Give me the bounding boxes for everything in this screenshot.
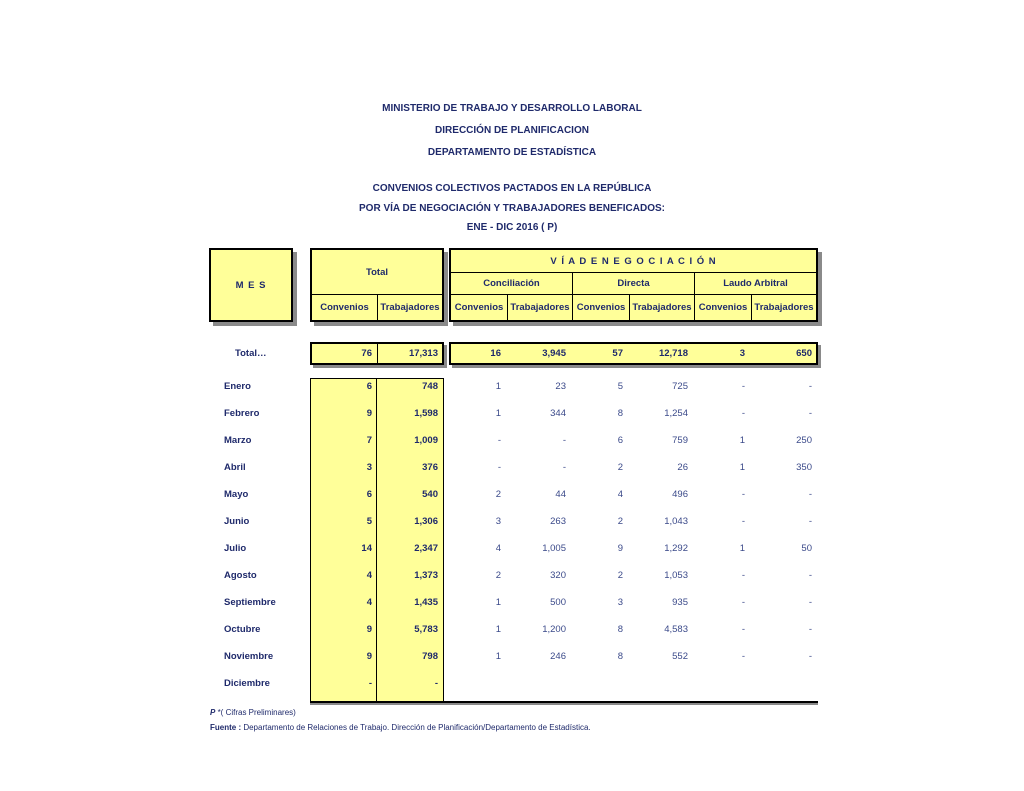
cell-conc-trabajadores: -	[562, 462, 566, 473]
via-header-box	[449, 248, 818, 322]
cell-total-trabajadores: 540	[422, 489, 438, 500]
cell-dir-trabajadores: 26	[677, 462, 688, 473]
col-dir-convenios: Convenios	[576, 302, 626, 313]
cell-laudo-trabajadores: -	[808, 489, 812, 500]
cell-conc-convenios: 2	[495, 570, 501, 581]
bottom-rule	[310, 701, 818, 703]
group-laudo: Laudo Arbitral	[723, 278, 788, 289]
cell-total-trabajadores: 1,435	[414, 597, 438, 608]
department-title: DEPARTAMENTO DE ESTADÍSTICA	[427, 147, 597, 158]
cell-total-convenios: 4	[366, 570, 372, 581]
cell-laudo-convenios: -	[741, 408, 745, 419]
cell-total-trabajadores: 798	[422, 651, 438, 662]
row-month-label: Mayo	[224, 489, 249, 500]
cell-laudo-trabajadores: -	[808, 597, 812, 608]
cell-laudo-convenios: -	[741, 489, 745, 500]
col-total-convenios: Convenios	[320, 302, 369, 313]
cell-conc-trabajadores: 344	[550, 408, 566, 419]
cell-dir-convenios: 2	[617, 570, 623, 581]
col-conc-convenios: Convenios	[454, 302, 504, 313]
cell-laudo-trabajadores: 50	[801, 543, 812, 554]
source-label: Fuente :	[210, 723, 242, 732]
report-period: ENE - DIC 2016 ( P)	[466, 222, 558, 233]
cell-conc-convenios: 3	[495, 516, 501, 527]
footnote-label: P	[210, 708, 216, 717]
cell-dir-convenios: 8	[617, 408, 623, 419]
source-note	[210, 723, 591, 732]
cell-dir-trabajadores: 725	[672, 381, 688, 392]
cell-conc-trabajadores: 44	[555, 489, 566, 500]
report-title-2: POR VÍA DE NEGOCIACIÓN Y TRABAJADORES BENEFICADOS:	[359, 203, 665, 214]
cell-laudo-trabajadores: -	[808, 408, 812, 419]
total-laudo-trabajadores: 650	[796, 348, 812, 359]
cell-dir-convenios: 2	[617, 462, 623, 473]
report-title-1: CONVENIOS COLECTIVOS PACTADOS EN LA REPÚBLICA	[372, 183, 652, 194]
direction-title: DIRECCIÓN DE PLANIFICACION	[435, 125, 589, 136]
cell-laudo-trabajadores: -	[808, 516, 812, 527]
cell-total-convenios: 9	[366, 651, 372, 662]
cell-total-convenios: 3	[366, 462, 372, 473]
cell-dir-convenios: 4	[617, 489, 623, 500]
cell-dir-convenios: 8	[617, 624, 623, 635]
row-month-label: Julio	[224, 543, 247, 554]
row-month-label: Agosto	[224, 570, 257, 581]
row-month-label: Noviembre	[224, 651, 274, 662]
cell-dir-trabajadores: 1,043	[664, 516, 688, 527]
cell-conc-trabajadores: 246	[550, 651, 566, 662]
col-dir-trabajadores: Trabajadores	[632, 302, 692, 313]
cell-laudo-convenios: -	[741, 597, 745, 608]
cell-conc-trabajadores: 500	[550, 597, 566, 608]
cell-laudo-convenios: 1	[739, 462, 745, 473]
row-month-label: Octubre	[224, 624, 261, 635]
cell-conc-trabajadores: 1,200	[542, 624, 566, 635]
total-row-label: Total…	[235, 348, 267, 359]
cell-conc-convenios: 2	[495, 489, 501, 500]
source-text: Departamento de Relaciones de Trabajo. Dirección de Planificación/Departamento de Estadística.	[241, 723, 591, 732]
cell-dir-trabajadores: 1,292	[664, 543, 688, 554]
cell-laudo-trabajadores: -	[808, 651, 812, 662]
row-month-label: Febrero	[224, 408, 260, 419]
row-month-label: Septiembre	[224, 597, 276, 608]
cell-total-trabajadores: 1,306	[414, 516, 438, 527]
cell-conc-convenios: 1	[495, 408, 501, 419]
cell-total-convenios: 7	[366, 435, 372, 446]
cell-total-convenios: 4	[366, 597, 372, 608]
cell-total-convenios: 6	[366, 489, 372, 500]
cell-laudo-trabajadores: 350	[796, 462, 812, 473]
cell-conc-trabajadores: -	[562, 435, 566, 446]
cell-dir-trabajadores: 1,254	[664, 408, 688, 419]
cell-dir-trabajadores: 935	[672, 597, 688, 608]
cell-dir-convenios: 2	[617, 516, 623, 527]
divider	[376, 379, 377, 701]
row-month-label: Abril	[224, 462, 246, 473]
total-conc-trabajadores: 3,945	[542, 348, 566, 359]
cell-laudo-convenios: -	[741, 516, 745, 527]
total-dir-convenios: 57	[612, 348, 623, 359]
cell-dir-convenios: 9	[617, 543, 623, 554]
cell-dir-convenios: 6	[617, 435, 623, 446]
cell-conc-convenios: -	[497, 462, 501, 473]
cell-laudo-convenios: 1	[739, 543, 745, 554]
cell-dir-trabajadores: 1,053	[664, 570, 688, 581]
cell-laudo-convenios: -	[741, 624, 745, 635]
cell-conc-convenios: 1	[495, 597, 501, 608]
cell-laudo-trabajadores: 250	[796, 435, 812, 446]
ministry-title: MINISTERIO DE TRABAJO Y DESARROLLO LABORAL	[382, 103, 642, 114]
total-header-box	[310, 248, 444, 322]
cell-laudo-trabajadores: -	[808, 570, 812, 581]
row-month-label: Diciembre	[224, 678, 270, 689]
cell-total-trabajadores: 1,373	[414, 570, 438, 581]
row-month-label: Marzo	[224, 435, 252, 446]
cell-conc-trabajadores: 23	[555, 381, 566, 392]
cell-conc-trabajadores: 1,005	[542, 543, 566, 554]
total-conc-convenios: 16	[490, 348, 501, 359]
group-directa: Directa	[617, 278, 650, 289]
footnote-text: *( Cifras Preliminares)	[215, 708, 296, 717]
col-laudo-trabajadores: Trabajadores	[754, 302, 814, 313]
cell-total-trabajadores: 376	[422, 462, 438, 473]
cell-conc-convenios: 1	[495, 651, 501, 662]
cell-dir-convenios: 8	[617, 651, 623, 662]
row-month-label: Junio	[224, 516, 250, 527]
row-month-label: Enero	[224, 381, 251, 392]
via-header-label: V Í A D E N E G O C I A C I Ó N	[550, 255, 717, 267]
cell-laudo-convenios: -	[741, 651, 745, 662]
cell-total-convenios: 9	[366, 408, 372, 419]
cell-total-trabajadores: 1,598	[414, 408, 438, 419]
total-laudo-convenios: 3	[739, 348, 745, 359]
cell-laudo-trabajadores: -	[808, 624, 812, 635]
cell-conc-convenios: 4	[495, 543, 501, 554]
total-convenios: 76	[361, 348, 372, 359]
cell-laudo-trabajadores: -	[808, 381, 812, 392]
cell-total-convenios: 9	[366, 624, 372, 635]
cell-laudo-convenios: 1	[739, 435, 745, 446]
cell-total-trabajadores: 748	[422, 381, 438, 392]
col-conc-trabajadores: Trabajadores	[510, 302, 570, 313]
cell-dir-convenios: 3	[617, 597, 623, 608]
mes-header-box	[209, 248, 293, 322]
total-trabajadores: 17,313	[408, 348, 438, 359]
cell-conc-convenios: 1	[495, 381, 501, 392]
footnote	[210, 708, 296, 717]
cell-conc-convenios: -	[497, 435, 501, 446]
col-total-trabajadores: Trabajadores	[380, 302, 440, 313]
cell-total-convenios: 14	[361, 543, 372, 554]
cell-total-trabajadores: 5,783	[414, 624, 438, 635]
cell-total-trabajadores: 1,009	[414, 435, 438, 446]
total-dir-trabajadores: 12,718	[658, 348, 688, 359]
cell-dir-trabajadores: 759	[672, 435, 688, 446]
total-header-label: Total	[366, 266, 388, 278]
cell-total-convenios: -	[368, 678, 372, 689]
cell-total-trabajadores: -	[434, 678, 438, 689]
cell-total-convenios: 6	[366, 381, 372, 392]
cell-dir-convenios: 5	[617, 381, 623, 392]
cell-conc-convenios: 1	[495, 624, 501, 635]
cell-total-trabajadores: 2,347	[414, 543, 438, 554]
mes-header-label: M E S	[235, 279, 267, 291]
cell-dir-trabajadores: 496	[672, 489, 688, 500]
group-conciliacion: Conciliación	[483, 278, 540, 289]
cell-conc-trabajadores: 263	[550, 516, 566, 527]
cell-conc-trabajadores: 320	[550, 570, 566, 581]
cell-dir-trabajadores: 552	[672, 651, 688, 662]
cell-laudo-convenios: -	[741, 570, 745, 581]
col-laudo-convenios: Convenios	[698, 302, 748, 313]
cell-laudo-convenios: -	[741, 381, 745, 392]
cell-dir-trabajadores: 4,583	[664, 624, 688, 635]
cell-total-convenios: 5	[366, 516, 372, 527]
